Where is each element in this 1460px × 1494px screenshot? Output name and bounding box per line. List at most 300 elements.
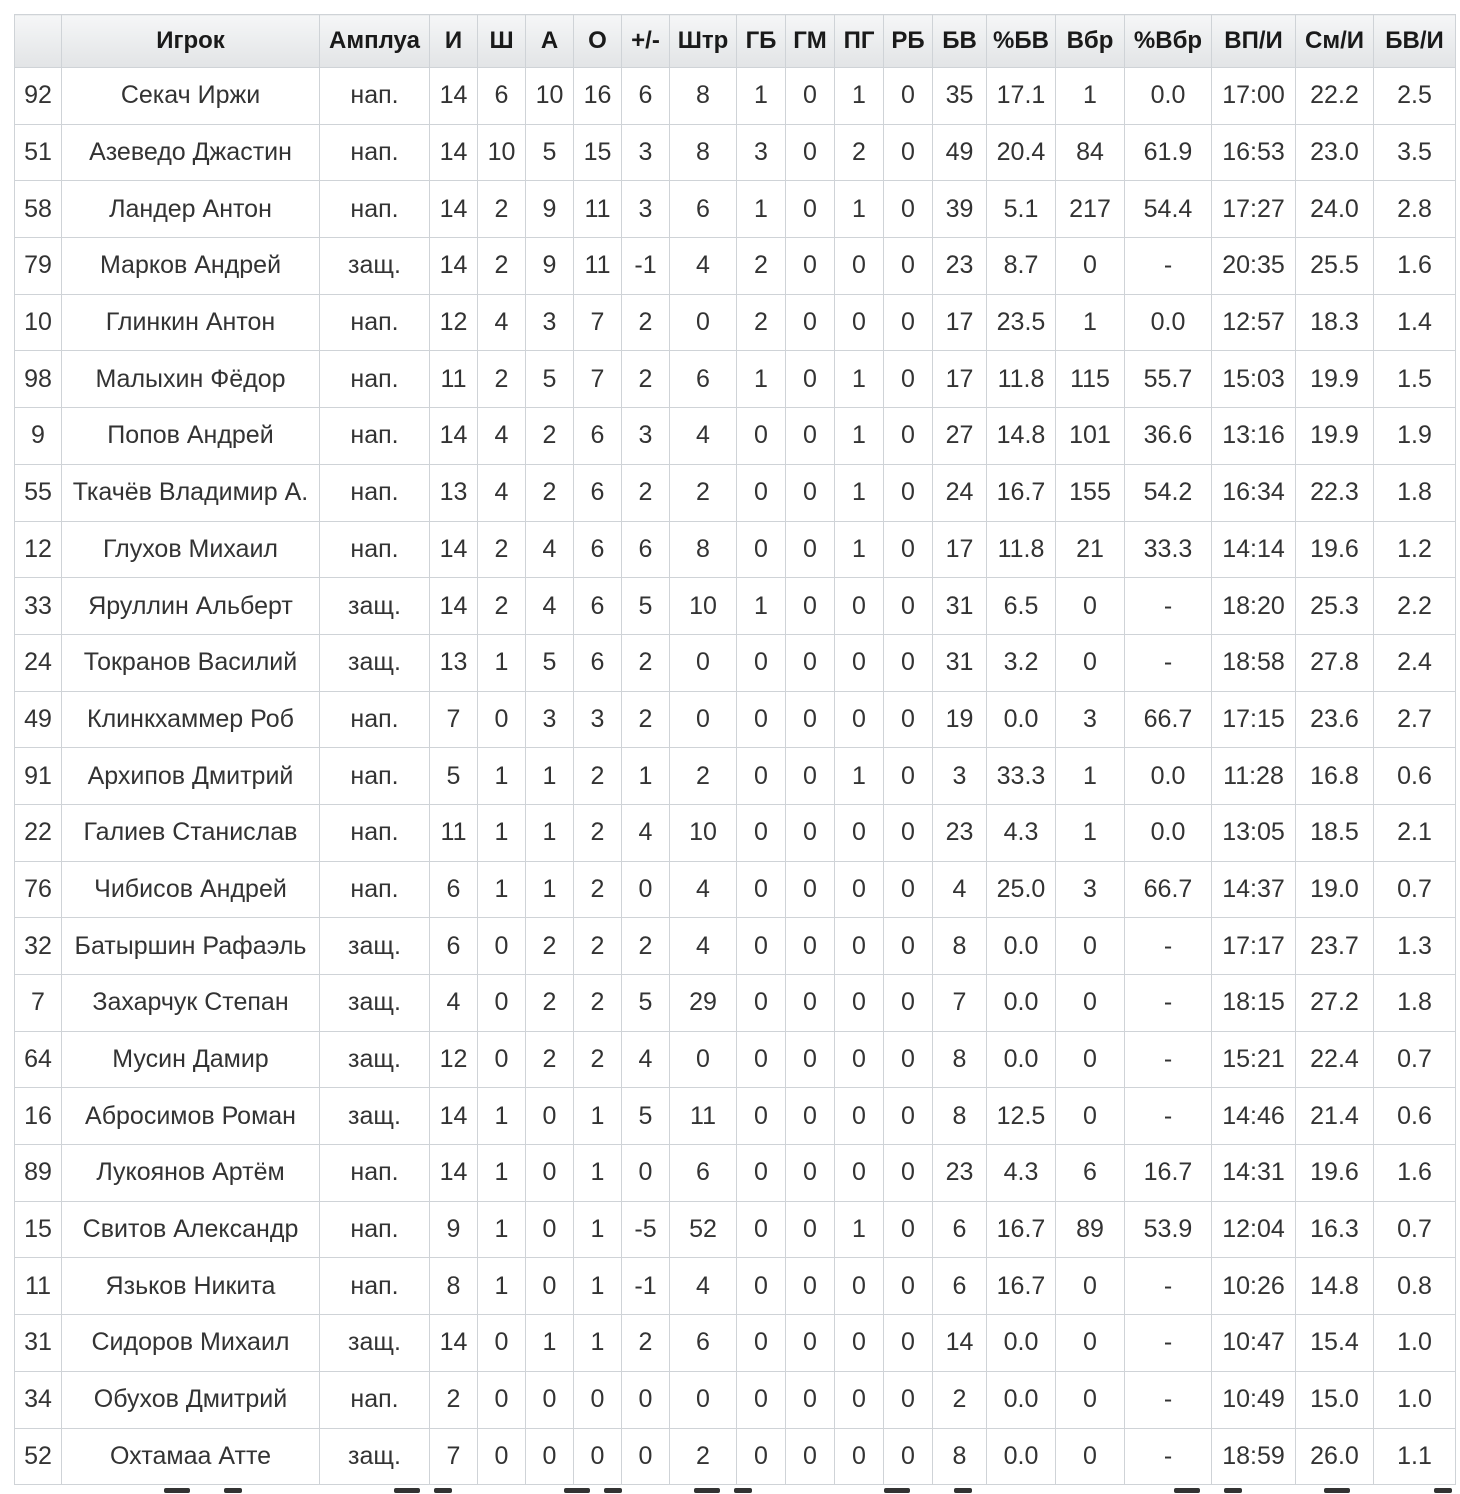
table-row bbox=[15, 1428, 1456, 1485]
table-cell: 1 bbox=[737, 68, 786, 125]
table-cell: 14 bbox=[430, 521, 478, 578]
table-cell: 0 bbox=[786, 918, 835, 975]
column-header[interactable]: %Вбр bbox=[1125, 15, 1212, 68]
footer-fragment bbox=[224, 1488, 242, 1493]
table-cell: 10 bbox=[526, 68, 574, 125]
table-cell: 14 bbox=[430, 124, 478, 181]
table-cell: 0 bbox=[737, 1201, 786, 1258]
table-cell: 23 bbox=[933, 1145, 987, 1202]
table-cell: 84 bbox=[1056, 124, 1125, 181]
table-cell: 4 bbox=[478, 408, 526, 465]
table-cell: 8 bbox=[933, 1428, 987, 1485]
table-cell: 13 bbox=[430, 634, 478, 691]
column-header[interactable]: ГМ bbox=[786, 15, 835, 68]
table-cell: 3 bbox=[526, 691, 574, 748]
table-cell: 0 bbox=[835, 975, 884, 1032]
table-cell: 4.3 bbox=[987, 804, 1056, 861]
footer-fragment bbox=[734, 1488, 752, 1493]
player-name-cell: Свитов Александр bbox=[62, 1201, 320, 1258]
table-cell: 11.8 bbox=[987, 521, 1056, 578]
table-row bbox=[15, 124, 1456, 181]
player-number-cell: 55 bbox=[15, 464, 62, 521]
player-number-cell: 22 bbox=[15, 804, 62, 861]
table-cell: 9 bbox=[430, 1201, 478, 1258]
table-cell: нап. bbox=[320, 1258, 430, 1315]
table-cell: 2 bbox=[670, 1428, 737, 1485]
table-cell: 1 bbox=[478, 1088, 526, 1145]
table-cell: 0 bbox=[786, 1371, 835, 1428]
table-cell: 14 bbox=[430, 578, 478, 635]
player-name-cell: Язьков Никита bbox=[62, 1258, 320, 1315]
table-cell: 1.5 bbox=[1374, 351, 1456, 408]
table-cell: 5.1 bbox=[987, 181, 1056, 238]
table-row bbox=[15, 1031, 1456, 1088]
table-cell: защ. bbox=[320, 1315, 430, 1372]
table-cell: 54.2 bbox=[1125, 464, 1212, 521]
table-cell: 8 bbox=[933, 1031, 987, 1088]
player-number-cell: 16 bbox=[15, 1088, 62, 1145]
table-cell: 6 bbox=[670, 1315, 737, 1372]
table-cell: 16.8 bbox=[1296, 748, 1374, 805]
table-cell: 0 bbox=[737, 1031, 786, 1088]
table-cell: 13 bbox=[430, 464, 478, 521]
table-cell: 0 bbox=[737, 804, 786, 861]
table-cell: 5 bbox=[622, 1088, 670, 1145]
table-cell: 0.6 bbox=[1374, 1088, 1456, 1145]
table-cell: 6.5 bbox=[987, 578, 1056, 635]
table-cell: 8 bbox=[933, 918, 987, 975]
table-cell: 0 bbox=[884, 748, 933, 805]
table-cell: 8 bbox=[933, 1088, 987, 1145]
table-cell: 24.0 bbox=[1296, 181, 1374, 238]
table-cell: 14.8 bbox=[1296, 1258, 1374, 1315]
table-cell: 1 bbox=[574, 1201, 622, 1258]
table-cell: 0 bbox=[526, 1428, 574, 1485]
table-cell: 0 bbox=[1056, 918, 1125, 975]
player-number-cell: 64 bbox=[15, 1031, 62, 1088]
table-cell: 0 bbox=[1056, 1428, 1125, 1485]
table-row bbox=[15, 294, 1456, 351]
player-number-cell: 91 bbox=[15, 748, 62, 805]
player-number-cell: 7 bbox=[15, 975, 62, 1032]
table-cell: нап. bbox=[320, 124, 430, 181]
table-cell: 1 bbox=[835, 351, 884, 408]
table-cell: 2 bbox=[526, 975, 574, 1032]
table-cell: 0 bbox=[786, 1258, 835, 1315]
column-header[interactable]: И bbox=[430, 15, 478, 68]
footer-fragment bbox=[954, 1488, 972, 1493]
footer-legend-cutoff bbox=[14, 1486, 1455, 1494]
table-cell: 66.7 bbox=[1125, 861, 1212, 918]
table-cell: 8 bbox=[430, 1258, 478, 1315]
table-cell: 54.4 bbox=[1125, 181, 1212, 238]
table-cell: 6 bbox=[670, 351, 737, 408]
table-cell: 0 bbox=[786, 748, 835, 805]
player-name-cell: Обухов Дмитрий bbox=[62, 1371, 320, 1428]
column-header[interactable]: РБ bbox=[884, 15, 933, 68]
footer-fragment bbox=[394, 1488, 420, 1493]
table-row bbox=[15, 578, 1456, 635]
table-cell: 6 bbox=[622, 521, 670, 578]
table-cell: 26.0 bbox=[1296, 1428, 1374, 1485]
table-cell: 23 bbox=[933, 804, 987, 861]
table-row bbox=[15, 181, 1456, 238]
table-cell: 1 bbox=[835, 464, 884, 521]
table-cell: 0 bbox=[622, 1145, 670, 1202]
table-cell: 0 bbox=[737, 1315, 786, 1372]
table-cell: 5 bbox=[526, 634, 574, 691]
table-cell: 0 bbox=[737, 521, 786, 578]
table-cell: 0 bbox=[737, 464, 786, 521]
table-cell: 0 bbox=[786, 975, 835, 1032]
player-name-cell: Ткачёв Владимир А. bbox=[62, 464, 320, 521]
table-cell: 55.7 bbox=[1125, 351, 1212, 408]
player-number-cell: 33 bbox=[15, 578, 62, 635]
table-cell: 5 bbox=[622, 975, 670, 1032]
player-number-cell: 76 bbox=[15, 861, 62, 918]
table-cell: 14.8 bbox=[987, 408, 1056, 465]
table-row bbox=[15, 1315, 1456, 1372]
table-cell: 0.0 bbox=[987, 975, 1056, 1032]
table-cell: 0 bbox=[1056, 1315, 1125, 1372]
table-cell: 0 bbox=[737, 1371, 786, 1428]
table-cell: 14 bbox=[430, 1315, 478, 1372]
table-cell: 3 bbox=[1056, 861, 1125, 918]
footer-fragment bbox=[604, 1488, 622, 1493]
table-cell: 13:05 bbox=[1212, 804, 1296, 861]
table-cell: 16.3 bbox=[1296, 1201, 1374, 1258]
table-cell: 17 bbox=[933, 294, 987, 351]
table-cell: 0 bbox=[835, 1315, 884, 1372]
table-cell: 1.0 bbox=[1374, 1371, 1456, 1428]
table-cell: 0 bbox=[835, 918, 884, 975]
table-cell: 10:26 bbox=[1212, 1258, 1296, 1315]
table-cell: 1 bbox=[526, 1315, 574, 1372]
column-header[interactable]: %БВ bbox=[987, 15, 1056, 68]
table-cell: 2 bbox=[574, 861, 622, 918]
player-number-cell: 51 bbox=[15, 124, 62, 181]
table-cell: 0 bbox=[884, 68, 933, 125]
footer-fragment bbox=[1434, 1488, 1452, 1493]
player-stats-table-container bbox=[14, 14, 1455, 1485]
table-cell: 3 bbox=[622, 181, 670, 238]
table-cell: - bbox=[1125, 1088, 1212, 1145]
table-cell: 22.2 bbox=[1296, 68, 1374, 125]
footer-fragment bbox=[434, 1488, 452, 1493]
table-cell: 2 bbox=[574, 804, 622, 861]
column-header[interactable]: Вбр bbox=[1056, 15, 1125, 68]
table-row bbox=[15, 351, 1456, 408]
table-cell: 2 bbox=[526, 918, 574, 975]
table-cell: 2 bbox=[933, 1371, 987, 1428]
table-row bbox=[15, 408, 1456, 465]
player-name-cell: Батыршин Рафаэль bbox=[62, 918, 320, 975]
table-cell: 4 bbox=[622, 1031, 670, 1088]
table-cell: нап. bbox=[320, 351, 430, 408]
table-cell: 5 bbox=[526, 351, 574, 408]
table-cell: 0 bbox=[786, 1031, 835, 1088]
table-cell: 0.0 bbox=[987, 1428, 1056, 1485]
table-cell: 1 bbox=[835, 181, 884, 238]
table-cell: 0 bbox=[884, 238, 933, 295]
player-name-cell: Клинкхаммер Роб bbox=[62, 691, 320, 748]
table-cell: 6 bbox=[430, 918, 478, 975]
table-cell: 1.4 bbox=[1374, 294, 1456, 351]
table-row bbox=[15, 975, 1456, 1032]
table-cell: 2 bbox=[526, 1031, 574, 1088]
table-cell: нап. bbox=[320, 804, 430, 861]
table-cell: 2 bbox=[835, 124, 884, 181]
table-row bbox=[15, 861, 1456, 918]
player-number-cell: 49 bbox=[15, 691, 62, 748]
table-cell: 3 bbox=[574, 691, 622, 748]
table-cell: 18:15 bbox=[1212, 975, 1296, 1032]
table-cell: 0 bbox=[622, 861, 670, 918]
player-name-cell: Глухов Михаил bbox=[62, 521, 320, 578]
table-cell: 16 bbox=[574, 68, 622, 125]
table-cell: нап. bbox=[320, 181, 430, 238]
column-header[interactable]: Игрок bbox=[62, 15, 320, 68]
table-cell: 0 bbox=[526, 1088, 574, 1145]
table-cell: 19.6 bbox=[1296, 1145, 1374, 1202]
table-row bbox=[15, 918, 1456, 975]
table-cell: 0 bbox=[737, 861, 786, 918]
table-cell: 3 bbox=[622, 124, 670, 181]
table-cell: 1 bbox=[835, 748, 884, 805]
table-cell: 27.8 bbox=[1296, 634, 1374, 691]
table-cell: - bbox=[1125, 918, 1212, 975]
table-cell: 0 bbox=[737, 1258, 786, 1315]
table-cell: 6 bbox=[430, 861, 478, 918]
table-cell: 6 bbox=[574, 464, 622, 521]
table-cell: 1 bbox=[478, 804, 526, 861]
table-cell: 0 bbox=[786, 634, 835, 691]
table-cell: 16.7 bbox=[987, 1201, 1056, 1258]
player-number-cell: 9 bbox=[15, 408, 62, 465]
table-cell: 0 bbox=[786, 1088, 835, 1145]
table-cell: 0.0 bbox=[1125, 748, 1212, 805]
table-cell: 0 bbox=[670, 691, 737, 748]
table-cell: 0 bbox=[478, 1428, 526, 1485]
table-cell: 0 bbox=[786, 861, 835, 918]
table-cell: 0 bbox=[737, 918, 786, 975]
table-cell: 11:28 bbox=[1212, 748, 1296, 805]
table-cell: 0 bbox=[670, 634, 737, 691]
table-cell: 2 bbox=[430, 1371, 478, 1428]
table-cell: 21.4 bbox=[1296, 1088, 1374, 1145]
table-cell: 1 bbox=[1056, 748, 1125, 805]
table-cell: 0 bbox=[884, 1031, 933, 1088]
table-cell: 3 bbox=[526, 294, 574, 351]
footer-fragment bbox=[884, 1488, 910, 1493]
table-cell: 49 bbox=[933, 124, 987, 181]
table-cell: 1 bbox=[1056, 68, 1125, 125]
table-cell: 10 bbox=[478, 124, 526, 181]
table-row bbox=[15, 634, 1456, 691]
table-cell: 6 bbox=[622, 68, 670, 125]
table-header-row bbox=[15, 15, 1456, 68]
column-header[interactable]: Штр bbox=[670, 15, 737, 68]
table-cell: 0 bbox=[670, 294, 737, 351]
player-name-cell: Токранов Василий bbox=[62, 634, 320, 691]
table-cell: 16.7 bbox=[987, 1258, 1056, 1315]
table-cell: 0 bbox=[1056, 238, 1125, 295]
table-cell: 0 bbox=[526, 1371, 574, 1428]
table-cell: 23.0 bbox=[1296, 124, 1374, 181]
table-cell: 1 bbox=[737, 181, 786, 238]
player-number-cell: 34 bbox=[15, 1371, 62, 1428]
table-cell: 0 bbox=[835, 691, 884, 748]
player-name-cell: Галиев Станислав bbox=[62, 804, 320, 861]
table-cell: 1 bbox=[835, 408, 884, 465]
table-cell: 0 bbox=[884, 975, 933, 1032]
table-cell: 39 bbox=[933, 181, 987, 238]
table-cell: 1.3 bbox=[1374, 918, 1456, 975]
table-cell: 22.4 bbox=[1296, 1031, 1374, 1088]
table-cell: 5 bbox=[430, 748, 478, 805]
table-cell: 0.7 bbox=[1374, 1031, 1456, 1088]
table-cell: нап. bbox=[320, 408, 430, 465]
table-cell: 2.1 bbox=[1374, 804, 1456, 861]
table-cell: 20:35 bbox=[1212, 238, 1296, 295]
table-cell: 89 bbox=[1056, 1201, 1125, 1258]
table-cell: 19.0 bbox=[1296, 861, 1374, 918]
table-cell: 53.9 bbox=[1125, 1201, 1212, 1258]
table-cell: 0 bbox=[884, 124, 933, 181]
player-name-cell: Секач Иржи bbox=[62, 68, 320, 125]
table-cell: 2 bbox=[737, 294, 786, 351]
column-header[interactable]: См/И bbox=[1296, 15, 1374, 68]
table-cell: 2 bbox=[574, 1031, 622, 1088]
table-cell: 10 bbox=[670, 578, 737, 635]
table-cell: нап. bbox=[320, 464, 430, 521]
table-cell: 3 bbox=[1056, 691, 1125, 748]
table-cell: 2 bbox=[670, 748, 737, 805]
table-cell: 22.3 bbox=[1296, 464, 1374, 521]
table-cell: 27.2 bbox=[1296, 975, 1374, 1032]
table-cell: 16:34 bbox=[1212, 464, 1296, 521]
table-cell: 0 bbox=[1056, 634, 1125, 691]
table-cell: 3.5 bbox=[1374, 124, 1456, 181]
table-cell: 2 bbox=[478, 521, 526, 578]
table-row bbox=[15, 238, 1456, 295]
table-cell: 0 bbox=[786, 521, 835, 578]
footer-fragment bbox=[1324, 1488, 1350, 1493]
table-cell: 0.0 bbox=[1125, 68, 1212, 125]
column-header[interactable]: ПГ bbox=[835, 15, 884, 68]
table-cell: защ. bbox=[320, 1428, 430, 1485]
table-cell: 11.8 bbox=[987, 351, 1056, 408]
table-cell: 0 bbox=[737, 975, 786, 1032]
table-cell: 1 bbox=[835, 68, 884, 125]
table-cell: 36.6 bbox=[1125, 408, 1212, 465]
table-cell: защ. bbox=[320, 634, 430, 691]
player-name-cell: Архипов Дмитрий bbox=[62, 748, 320, 805]
table-cell: 11 bbox=[574, 181, 622, 238]
table-cell: 14 bbox=[430, 1088, 478, 1145]
table-cell: 1.1 bbox=[1374, 1428, 1456, 1485]
table-cell: 0 bbox=[835, 1145, 884, 1202]
table-cell: 18:20 bbox=[1212, 578, 1296, 635]
table-cell: 14 bbox=[430, 1145, 478, 1202]
table-cell: 23.6 bbox=[1296, 691, 1374, 748]
table-cell: 0.0 bbox=[987, 691, 1056, 748]
table-cell: 0 bbox=[737, 691, 786, 748]
table-cell: 6 bbox=[933, 1258, 987, 1315]
column-header[interactable]: +/- bbox=[622, 15, 670, 68]
table-cell: 14:37 bbox=[1212, 861, 1296, 918]
column-header[interactable]: БВ bbox=[933, 15, 987, 68]
player-number-cell: 12 bbox=[15, 521, 62, 578]
table-cell: 6 bbox=[933, 1201, 987, 1258]
column-header[interactable]: Амплуа bbox=[320, 15, 430, 68]
table-cell: 4 bbox=[933, 861, 987, 918]
table-cell: 0 bbox=[884, 861, 933, 918]
table-cell: 1 bbox=[737, 351, 786, 408]
table-cell: 17 bbox=[933, 521, 987, 578]
column-header[interactable]: Ш bbox=[478, 15, 526, 68]
table-cell: 1 bbox=[526, 804, 574, 861]
table-cell: 0 bbox=[786, 804, 835, 861]
player-stats-table bbox=[14, 14, 1456, 1485]
table-cell: 19.9 bbox=[1296, 351, 1374, 408]
table-cell: - bbox=[1125, 578, 1212, 635]
table-cell: 18:58 bbox=[1212, 634, 1296, 691]
table-cell: 18.3 bbox=[1296, 294, 1374, 351]
table-cell: 0 bbox=[786, 351, 835, 408]
table-cell: 2 bbox=[574, 975, 622, 1032]
table-cell: 11 bbox=[430, 804, 478, 861]
table-cell: 0 bbox=[574, 1371, 622, 1428]
table-row bbox=[15, 521, 1456, 578]
table-cell: 0 bbox=[835, 578, 884, 635]
column-header[interactable]: А bbox=[526, 15, 574, 68]
table-cell: 0 bbox=[884, 1315, 933, 1372]
table-body bbox=[15, 68, 1456, 1485]
table-cell: 0 bbox=[478, 1031, 526, 1088]
player-name-cell: Сидоров Михаил bbox=[62, 1315, 320, 1372]
table-cell: 19.6 bbox=[1296, 521, 1374, 578]
table-cell: 31 bbox=[933, 634, 987, 691]
table-row bbox=[15, 1201, 1456, 1258]
table-cell: 0 bbox=[884, 1428, 933, 1485]
column-header[interactable]: БВ/И bbox=[1374, 15, 1456, 68]
table-cell: 15.4 bbox=[1296, 1315, 1374, 1372]
player-name-cell: Захарчук Степан bbox=[62, 975, 320, 1032]
column-header bbox=[15, 15, 62, 68]
table-cell: 25.3 bbox=[1296, 578, 1374, 635]
column-header[interactable]: ВП/И bbox=[1212, 15, 1296, 68]
table-cell: 0 bbox=[526, 1201, 574, 1258]
player-name-cell: Попов Андрей bbox=[62, 408, 320, 465]
table-cell: - bbox=[1125, 634, 1212, 691]
table-cell: 14 bbox=[430, 408, 478, 465]
table-cell: 1 bbox=[478, 748, 526, 805]
table-cell: 14:31 bbox=[1212, 1145, 1296, 1202]
table-cell: 2 bbox=[526, 464, 574, 521]
table-cell: 0 bbox=[574, 1428, 622, 1485]
column-header[interactable]: О bbox=[574, 15, 622, 68]
table-cell: 2.4 bbox=[1374, 634, 1456, 691]
column-header[interactable]: ГБ bbox=[737, 15, 786, 68]
footer-fragment bbox=[1224, 1488, 1242, 1493]
table-cell: 15:21 bbox=[1212, 1031, 1296, 1088]
table-row bbox=[15, 804, 1456, 861]
table-cell: 0 bbox=[670, 1371, 737, 1428]
table-cell: 12:04 bbox=[1212, 1201, 1296, 1258]
table-cell: 17:17 bbox=[1212, 918, 1296, 975]
table-cell: 1 bbox=[1056, 294, 1125, 351]
